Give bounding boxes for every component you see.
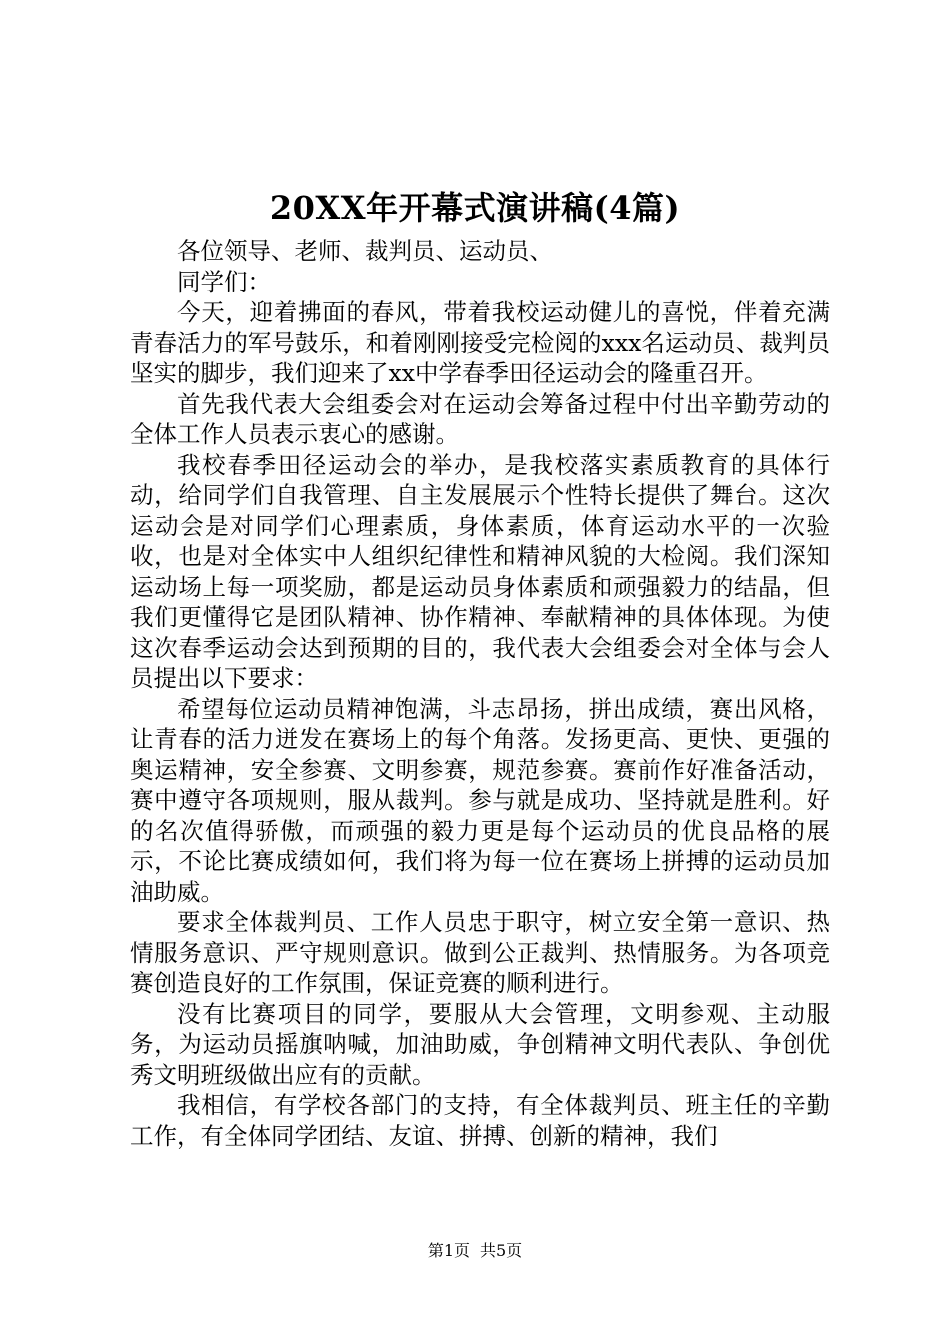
paragraph-closing: 我相信，有学校各部门的支持，有全体裁判员、班主任的辛勤工作，有全体同学团结、友谊、拼搏、创新的精神，我们 (130, 1091, 830, 1150)
paragraph-salutation-1: 各位领导、老师、裁判员、运动员、 (177, 237, 553, 265)
document-body (130, 236, 830, 1151)
paragraph-referees: 要求全体裁判员、工作人员忠于职守，树立安全第一意识、热情服务意识、严守规则意识。做到公正裁判、热情服务。为各项竞赛创造良好的工作氛围，保证竞赛的顺利进行。 (130, 908, 830, 997)
document-title: 20XX年开幕式演讲稿(4篇) (269, 189, 681, 227)
page-number: 第1页 (427, 1241, 470, 1260)
paragraph-purpose: 我校春季田径运动会的举办，是我校落实素质教育的具体行动，给同学们自我管理、自主发展展示个性特长提供了舞台。这次运动会是对同学们心理素质，身体素质，体育运动水平的一次验收，也是对全体实中人组织纪律性和精神风貌的大检阅。我们深知运动场上每一项奖励，都是运动员身体素质和顽强毅力的结晶，但我们更懂得它是团队精神、协作精神、奉献精神的具体体现。为使这次春季运动会达到预期的目的，我代表大会组委会对全体与会人员提出以下要求： (130, 450, 830, 692)
paragraph-athletes: 希望每位运动员精神饱满，斗志昂扬，拼出成绩，赛出风格，让青春的活力迸发在赛场上的每个角落。发扬更高、更快、更强的奥运精神，安全参赛、文明参赛，规范参赛。赛前作好准备活动，赛中遵守各项规则，服从裁判。参与就是成功、坚持就是胜利。好的名次值得骄傲，而顽强的毅力更是每个运动员的优良品格的展示，不论比赛成绩如何，我们将为每一位在赛场上拼搏的运动员加油助威。 (130, 694, 830, 906)
paragraph-thanks: 首先我代表大会组委会对在运动会筹备过程中付出辛勤劳动的全体工作人员表示衷心的感谢。 (130, 389, 830, 448)
page-footer (0, 1240, 950, 1262)
paragraph-salutation-2: 同学们： (177, 267, 271, 296)
paragraph-spectators: 没有比赛项目的同学，要服从大会管理，文明参观、主动服务，为运动员摇旗呐喊，加油助威，争创精神文明代表队、争创优秀文明班级做出应有的贡献。 (130, 999, 830, 1089)
page-total: 共5页 (480, 1241, 523, 1260)
paragraph-opening: 今天，迎着拂面的春风，带着我校运动健儿的喜悦，伴着充满青春活力的军号鼓乐，和着刚刚接受完检阅的xxx名运动员、裁判员坚实的脚步，我们迎来了xx中学春季田径运动会的隆重召开。 (130, 298, 830, 387)
